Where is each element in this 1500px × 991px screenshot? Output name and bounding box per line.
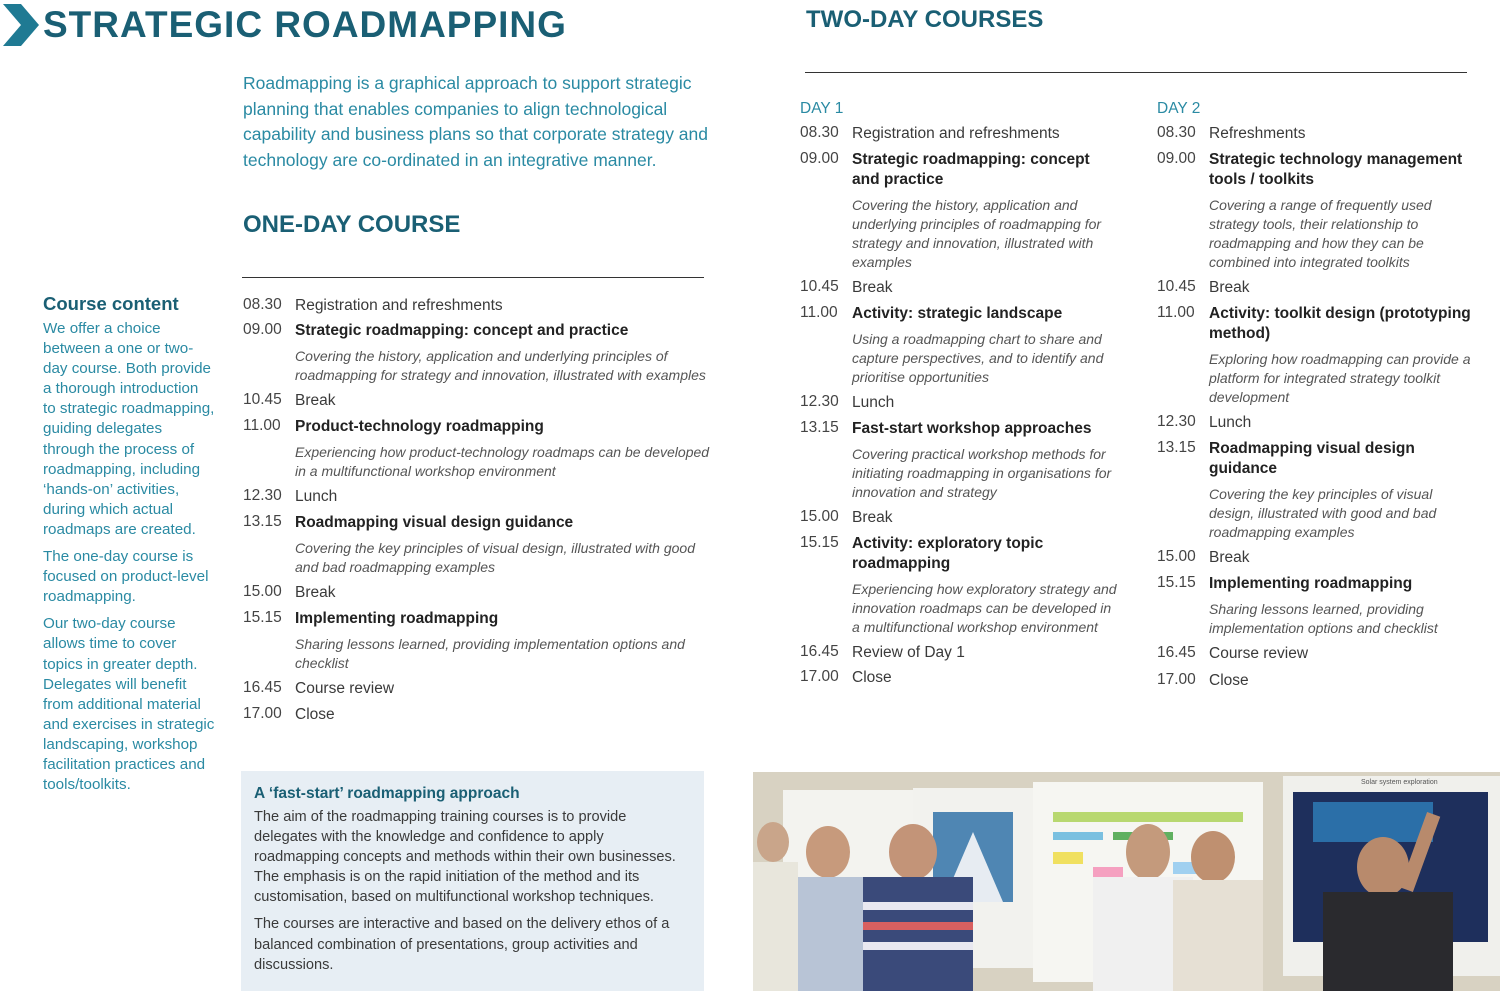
day-2-label: DAY 2 (1157, 100, 1201, 117)
schedule-session-title: Close (1209, 672, 1249, 689)
schedule-time: 11.00 (800, 304, 838, 321)
schedule-row (243, 487, 713, 507)
schedule-time: 15.00 (1157, 548, 1196, 565)
schedule-time: 16.45 (800, 643, 839, 660)
course-content-heading: Course content (43, 293, 179, 314)
schedule-session-title: Close (295, 706, 335, 723)
schedule-time: 16.45 (1157, 644, 1196, 661)
schedule-row (1157, 278, 1477, 298)
schedule-time: 13.15 (243, 513, 282, 530)
schedule-row (800, 124, 1120, 144)
schedule-row (243, 513, 713, 577)
schedule-session-title: Implementing roadmapping (1209, 575, 1413, 592)
schedule-session-title: Roadmapping visual design guidance (295, 514, 574, 531)
schedule-session-description: Covering the key principles of visual design, illustrated with good and bad roadmapping examples (295, 540, 695, 575)
schedule-session-title: Lunch (1209, 414, 1252, 431)
day-2-schedule (1157, 124, 1477, 697)
schedule-session-title: Registration and refreshments (295, 297, 503, 314)
schedule-row (800, 393, 1120, 413)
schedule-session-title: Refreshments (1209, 125, 1306, 142)
schedule-session-title: Lunch (852, 394, 895, 411)
schedule-session-title: Break (295, 392, 336, 409)
schedule-session-title: Break (852, 279, 893, 296)
schedule-row (800, 419, 1120, 502)
schedule-time: 17.00 (243, 705, 282, 722)
schedule-time: 09.00 (800, 150, 839, 167)
schedule-row (1157, 644, 1477, 664)
fast-start-box (241, 771, 704, 991)
schedule-time: 13.15 (1157, 439, 1196, 456)
schedule-session-title: Implementing roadmapping (295, 610, 499, 627)
schedule-session-title: Strategic technology management tools / toolkits (1209, 151, 1463, 188)
schedule-session-title: Activity: toolkit design (prototyping method) (1209, 305, 1471, 342)
schedule-session-description: Covering a range of frequently used strategy tools, their relationship to roadmapping and how they can be combined into integrated toolkits (1209, 197, 1432, 270)
schedule-row (1157, 413, 1477, 433)
sidebar-paragraph: The one-day course is focused on product-level roadmapping. (43, 548, 209, 606)
schedule-session-description: Experiencing how product-technology roadmaps can be developed in a multifunctional workshop environment (295, 444, 710, 479)
schedule-row (243, 391, 713, 411)
schedule-row (800, 304, 1120, 387)
schedule-row (1157, 124, 1477, 144)
schedule-row (800, 278, 1120, 298)
schedule-session-title: Lunch (295, 488, 338, 505)
schedule-row (1157, 574, 1477, 638)
schedule-row (243, 679, 713, 699)
schedule-time: 08.30 (800, 124, 839, 141)
chevron-icon (3, 4, 39, 46)
schedule-row (800, 643, 1120, 663)
page-title: STRATEGIC ROADMAPPING (43, 4, 567, 45)
day-1-schedule (800, 124, 1120, 694)
course-content-sidebar (43, 293, 215, 802)
schedule-time: 15.00 (243, 583, 282, 600)
schedule-session-description: Covering the history, application and underlying principles of roadmapping for strategy and innovation, illustrated with examples (852, 197, 1102, 270)
schedule-session-title: Break (1209, 549, 1250, 566)
divider (242, 277, 704, 278)
schedule-time: 11.00 (1157, 304, 1195, 321)
schedule-session-description: Sharing lessons learned, providing implementation options and checklist (1209, 601, 1438, 636)
day-1-label: DAY 1 (800, 100, 844, 117)
schedule-session-description: Experiencing how exploratory strategy and innovation roadmaps can be developed in a multifunctional workshop environment (852, 581, 1117, 635)
photo-poster-label: Solar system exploration (1361, 779, 1438, 786)
sidebar-paragraph: Our two-day course allows time to cover topics in greater depth. Delegates will benefit from additional material and exercises in strategic landscaping, workshop facilitation practices and tools/toolkits. (43, 615, 215, 794)
schedule-session-title: Strategic roadmapping: concept and practice (295, 322, 629, 339)
schedule-row (800, 508, 1120, 528)
divider (805, 72, 1467, 73)
schedule-time: 10.45 (800, 278, 839, 295)
schedule-time: 17.00 (1157, 671, 1196, 688)
fast-start-paragraph: The courses are interactive and based on the delivery ethos of a balanced combination of presentations, group activities and discussions. (254, 916, 670, 973)
schedule-row (1157, 304, 1477, 407)
schedule-time: 12.30 (800, 393, 839, 410)
one-day-schedule (243, 296, 713, 731)
schedule-row (243, 705, 713, 725)
schedule-time: 10.45 (1157, 278, 1196, 295)
schedule-session-description: Sharing lessons learned, providing implementation options and checklist (295, 636, 685, 671)
schedule-session-title: Strategic roadmapping: concept and practice (852, 151, 1090, 188)
schedule-time: 10.45 (243, 391, 282, 408)
schedule-session-description: Covering the key principles of visual design, illustrated with good and bad roadmapping examples (1209, 486, 1437, 540)
schedule-row (1157, 439, 1477, 542)
schedule-session-title: Activity: exploratory topic roadmapping (852, 535, 1044, 572)
schedule-row (1157, 548, 1477, 568)
schedule-row (243, 296, 713, 316)
schedule-row (800, 668, 1120, 688)
schedule-session-title: Registration and refreshments (852, 125, 1060, 142)
schedule-session-description: Covering practical workshop methods for initiating roadmapping in organisations for innovation and strategy (852, 446, 1112, 500)
fast-start-heading: A ‘fast-start’ roadmapping approach (254, 785, 520, 802)
schedule-session-description: Exploring how roadmapping can provide a platform for integrated strategy toolkit development (1209, 351, 1471, 405)
schedule-time: 09.00 (1157, 150, 1196, 167)
schedule-time: 12.30 (1157, 413, 1196, 430)
schedule-time: 12.30 (243, 487, 282, 504)
schedule-time: 09.00 (243, 321, 282, 338)
schedule-session-title: Activity: strategic landscape (852, 305, 1063, 322)
schedule-row (800, 534, 1120, 637)
schedule-time: 15.15 (243, 609, 282, 626)
schedule-time: 13.15 (800, 419, 839, 436)
workshop-photo (753, 772, 1500, 991)
fast-start-paragraph: The aim of the roadmapping training courses is to provide delegates with the knowledge and confidence to apply roadmapping concepts and methods within their own businesses. The emphasis is on the rapid initiation of the method and its customisation, based on multifunctional workshop techniques. (254, 809, 676, 906)
schedule-time: 17.00 (800, 668, 839, 685)
schedule-session-title: Break (295, 584, 336, 601)
schedule-session-title: Roadmapping visual design guidance (1209, 440, 1415, 477)
schedule-row (243, 321, 713, 385)
one-day-course-heading: ONE-DAY COURSE (243, 211, 461, 238)
schedule-session-title: Close (852, 669, 892, 686)
schedule-time: 11.00 (243, 417, 281, 434)
two-day-courses-heading: TWO-DAY COURSES (806, 6, 1044, 33)
schedule-row (243, 417, 713, 481)
schedule-session-title: Course review (1209, 645, 1309, 662)
schedule-row (1157, 671, 1477, 691)
schedule-session-title: Break (852, 509, 893, 526)
sidebar-paragraph: We offer a choice between a one or two-day course. Both provide a thorough introduction to strategic roadmapping, guiding delegates through the process of roadmapping, including ‘hands-on’ activities, during which actual roadmaps are created. (43, 320, 215, 538)
schedule-session-title: Course review (295, 680, 395, 697)
schedule-time: 15.15 (800, 534, 839, 551)
schedule-time: 16.45 (243, 679, 282, 696)
schedule-time: 15.00 (800, 508, 839, 525)
schedule-session-title: Product-technology roadmapping (295, 418, 544, 435)
schedule-row (243, 583, 713, 603)
schedule-session-title: Break (1209, 279, 1250, 296)
schedule-row (1157, 150, 1477, 272)
schedule-session-description: Using a roadmapping chart to share and capture perspectives, and to identify and prioritise opportunities (852, 331, 1104, 385)
schedule-row (243, 609, 713, 673)
schedule-session-title: Fast-start workshop approaches (852, 420, 1092, 437)
schedule-session-title: Review of Day 1 (852, 644, 965, 661)
schedule-time: 15.15 (1157, 574, 1196, 591)
schedule-time: 08.30 (243, 296, 282, 313)
intro-paragraph: Roadmapping is a graphical approach to support strategic planning that enables companies to align technological capability and business plans so that corporate strategy and technology are co-ordinated in an integrative manner. (243, 73, 709, 171)
schedule-session-description: Covering the history, application and underlying principles of roadmapping for strategy and innovation, illustrated with examples (295, 348, 706, 383)
schedule-row (800, 150, 1120, 272)
schedule-time: 08.30 (1157, 124, 1196, 141)
